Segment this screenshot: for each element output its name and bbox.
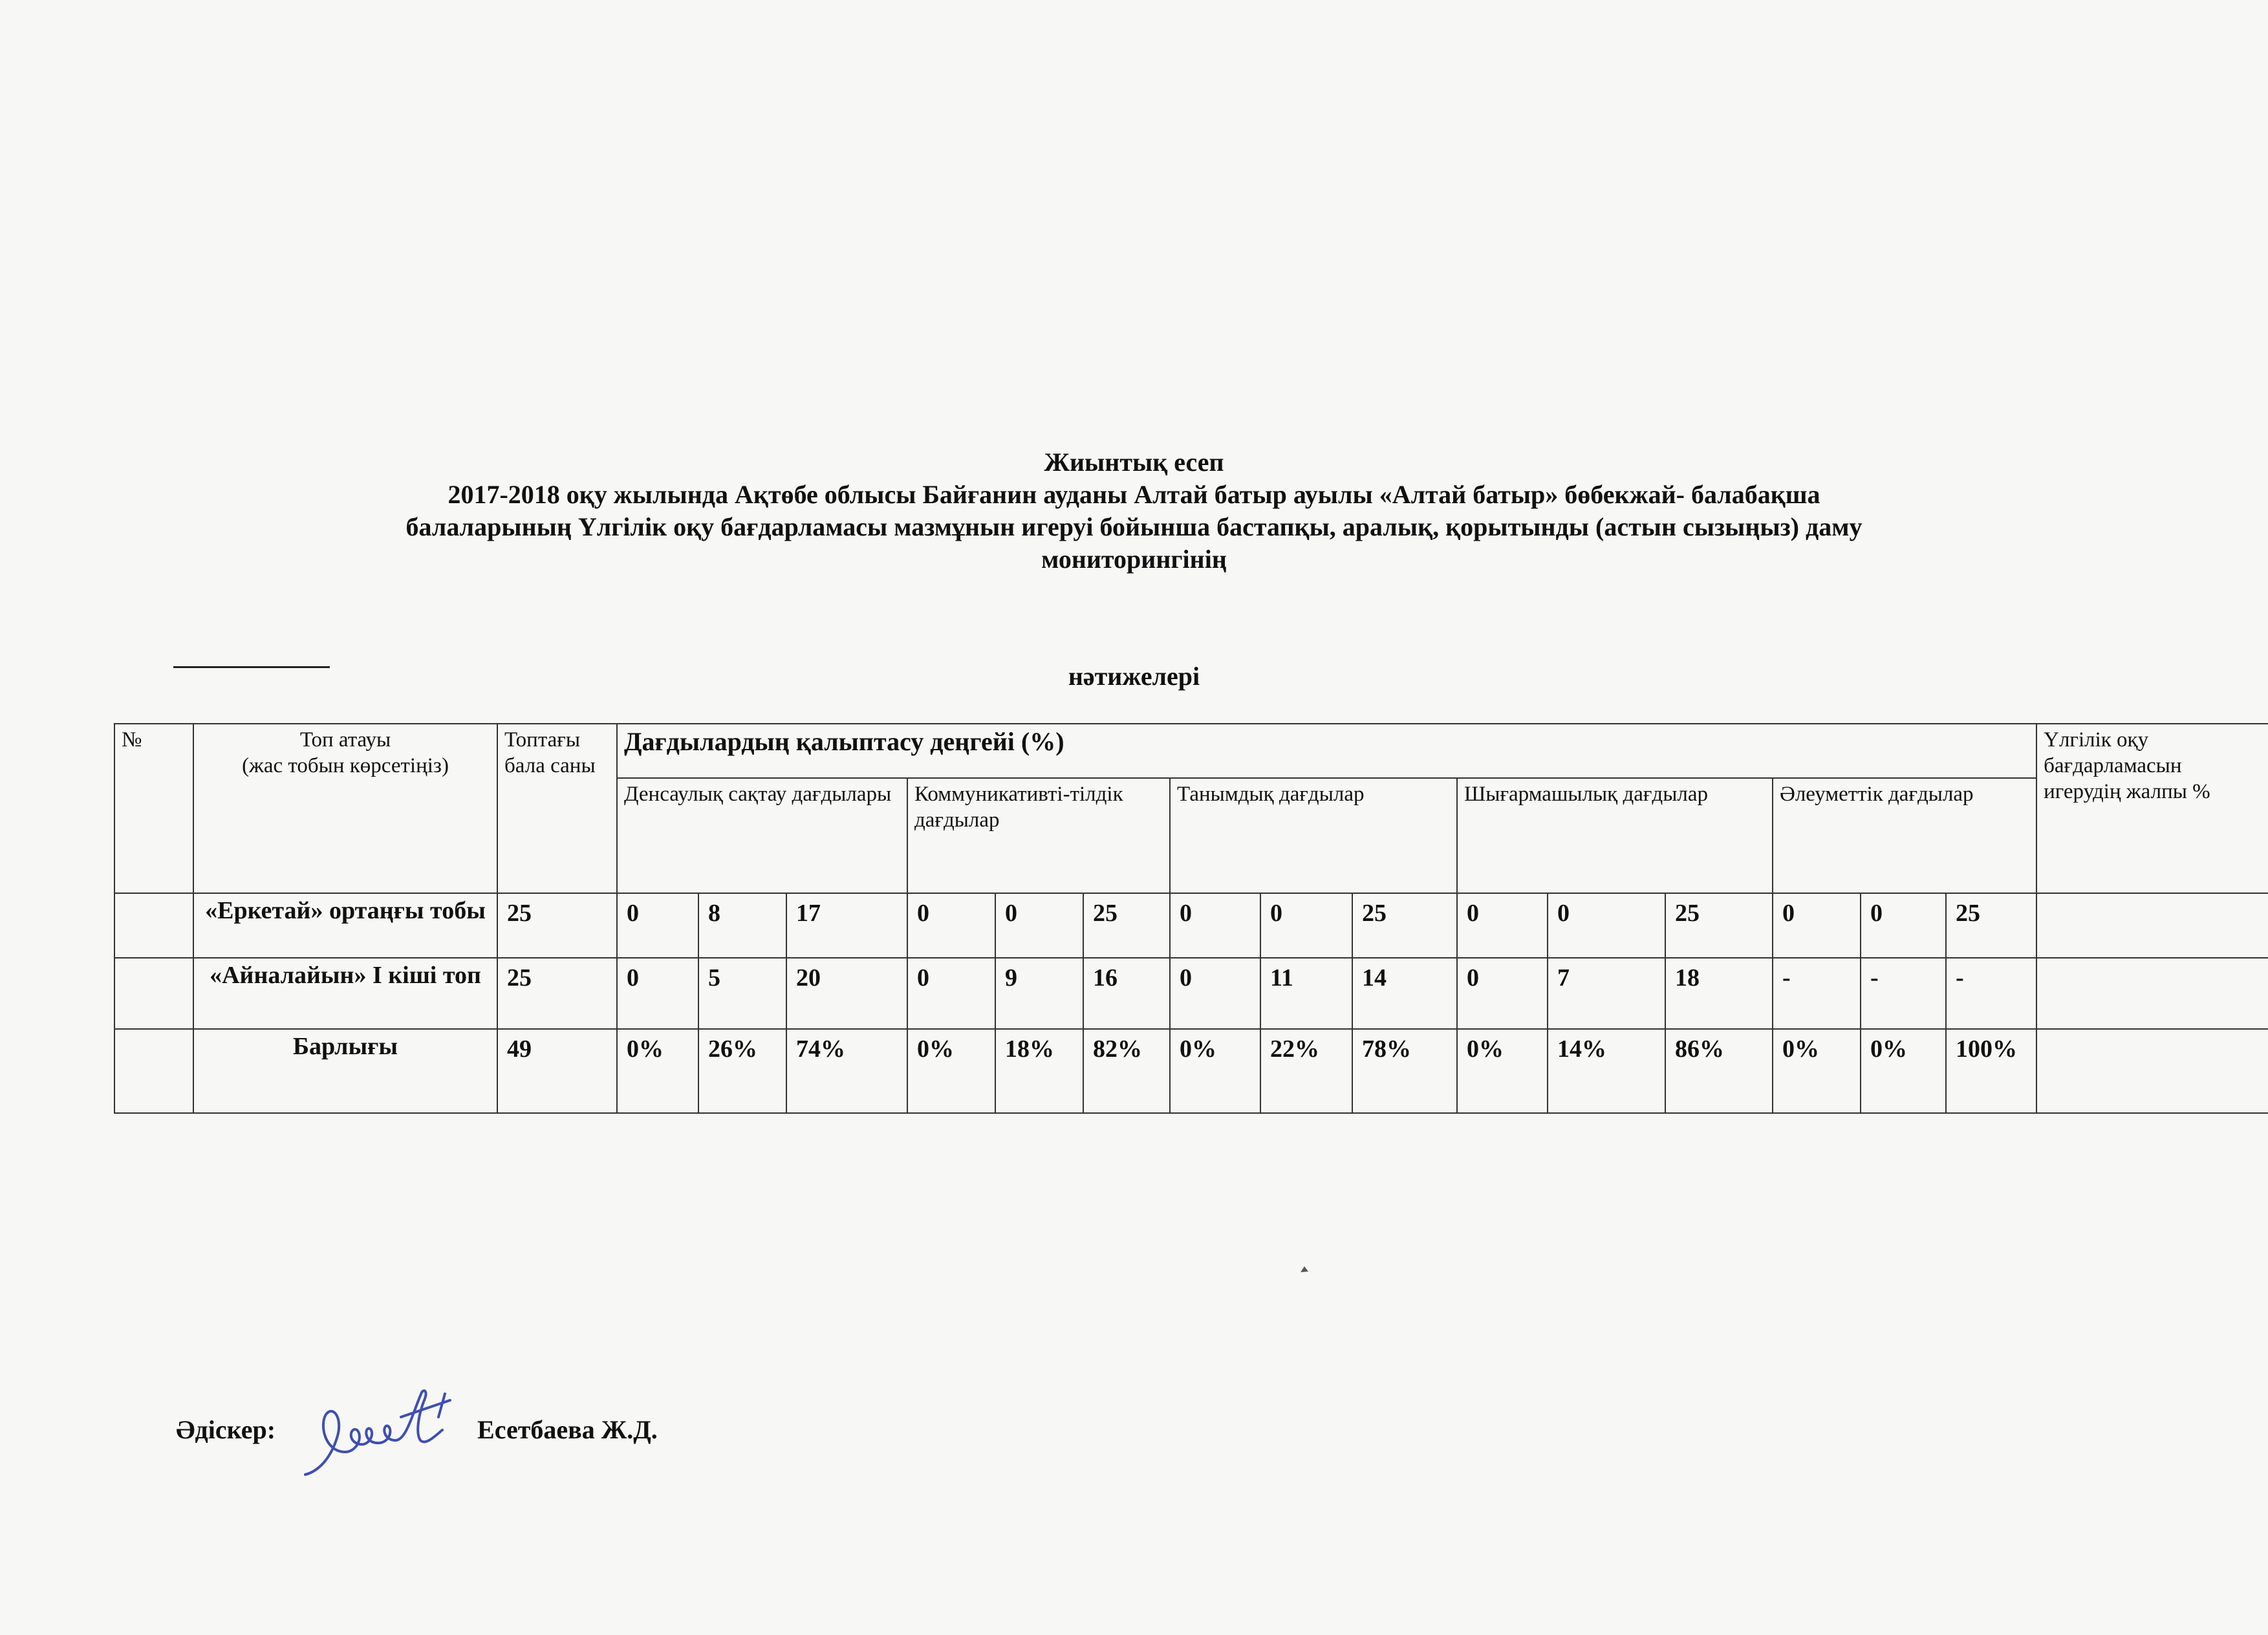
row-value: 25	[1352, 893, 1457, 958]
row-overall	[2036, 893, 2268, 958]
row-value: 0	[1457, 958, 1548, 1029]
signature-label: Әдіскер:	[176, 1414, 276, 1444]
header-group-name-line2: (жас тобын көрсетіңіз)	[242, 754, 449, 777]
row-value: 78%	[1352, 1029, 1457, 1113]
results-word: нәтижелері	[1068, 662, 1200, 691]
signatory-name: Есетбаева Ж.Д.	[477, 1414, 658, 1444]
row-value: 0	[1170, 958, 1260, 1029]
row-value: 16	[1083, 958, 1170, 1029]
row-value: -	[1773, 958, 1861, 1029]
row-value: 0	[617, 958, 698, 1029]
row-value: 0%	[617, 1029, 698, 1113]
row-value: 25	[1946, 893, 2036, 958]
results-table	[114, 723, 2268, 1114]
row-value: -	[1946, 958, 2036, 1029]
header-category-social: Әлеуметтік дағдылар	[1773, 778, 2036, 893]
row-group-name: «Еркетай» ортаңғы тобы	[193, 893, 497, 958]
row-value: 17	[786, 893, 907, 958]
row-value: 0	[995, 893, 1083, 958]
row-value: 0%	[1773, 1029, 1861, 1113]
row-value: 0	[1170, 893, 1260, 958]
row-value: 14%	[1548, 1029, 1665, 1113]
header-number: №	[114, 724, 193, 893]
header-child-count: Топтағы бала саны	[497, 724, 617, 893]
row-value: 0%	[1861, 1029, 1946, 1113]
header-overall-percent: Үлгілік оқу бағдарламасын игерудің жалпы %	[2036, 724, 2268, 893]
row-value: 18%	[995, 1029, 1083, 1113]
row-value: 18	[1665, 958, 1773, 1029]
report-title: Жиынтық есеп	[1044, 448, 1224, 477]
row-overall	[2036, 958, 2268, 1029]
table-row	[114, 958, 2268, 1029]
row-value: 25	[1665, 893, 1773, 958]
row-value: 0%	[907, 1029, 995, 1113]
row-value: 5	[698, 958, 786, 1029]
row-number	[114, 1029, 193, 1113]
report-subtitle-line-2: балаларының Үлгілік оқу бағдарламасы мазмұнын игеруі бойынша бастапқы, аралық, қорытынды (астын сызыңыз) даму	[405, 512, 1863, 541]
header-group-name-line1: Топ атауы	[299, 728, 391, 752]
header-group-name	[193, 724, 497, 893]
row-group-name: «Айналайын» І кіші топ	[193, 958, 497, 1029]
row-value: 0	[617, 893, 698, 958]
row-value: 22%	[1260, 1029, 1352, 1113]
row-number	[114, 958, 193, 1029]
row-value: 0	[907, 958, 995, 1029]
row-value: 25	[1083, 893, 1170, 958]
row-value: 0	[907, 893, 995, 958]
row-value: 11	[1260, 958, 1352, 1029]
header-category-creative: Шығармашылық дағдылар	[1457, 778, 1773, 893]
row-overall	[2036, 1029, 2268, 1113]
row-value: 0	[1457, 893, 1548, 958]
row-value: 0%	[1170, 1029, 1260, 1113]
row-value: 82%	[1083, 1029, 1170, 1113]
report-subtitle-line-3: мониторингінің	[1041, 545, 1227, 574]
table-row	[114, 893, 2268, 958]
row-child-count: 49	[497, 1029, 617, 1113]
row-value: 20	[786, 958, 907, 1029]
header-skills-level: Дағдылардың қалыптасу деңгейі (%)	[617, 724, 2036, 778]
table-row-total	[114, 1029, 2268, 1113]
report-heading	[0, 446, 2268, 576]
header-category-communication: Коммуникативті-тілдік дағдылар	[907, 778, 1170, 893]
header-category-health: Денсаулық сақтау дағдылары	[617, 778, 907, 893]
row-value: 26%	[698, 1029, 786, 1113]
ink-speck	[1299, 1264, 1310, 1275]
row-child-count: 25	[497, 893, 617, 958]
row-value: 7	[1548, 958, 1665, 1029]
row-value: 86%	[1665, 1029, 1773, 1113]
handwritten-signature	[292, 1374, 460, 1484]
report-subtitle-line-1: 2017-2018 оқу жылында Ақтөбе облысы Байғанин ауданы Алтай батыр ауылы «Алтай батыр» бөбекжай- балабақша	[448, 480, 1820, 509]
row-value: -	[1861, 958, 1946, 1029]
row-value: 0	[1861, 893, 1946, 958]
row-group-name: Барлығы	[193, 1029, 497, 1113]
row-value: 8	[698, 893, 786, 958]
header-category-cognitive: Танымдық дағдылар	[1170, 778, 1457, 893]
row-value: 100%	[1946, 1029, 2036, 1113]
row-number	[114, 893, 193, 958]
row-child-count: 25	[497, 958, 617, 1029]
row-value: 0	[1773, 893, 1861, 958]
row-value: 0	[1548, 893, 1665, 958]
row-value: 0	[1260, 893, 1352, 958]
row-value: 74%	[786, 1029, 907, 1113]
signature-block	[176, 1374, 658, 1484]
row-value: 0%	[1457, 1029, 1548, 1113]
row-value: 9	[995, 958, 1083, 1029]
row-value: 14	[1352, 958, 1457, 1029]
